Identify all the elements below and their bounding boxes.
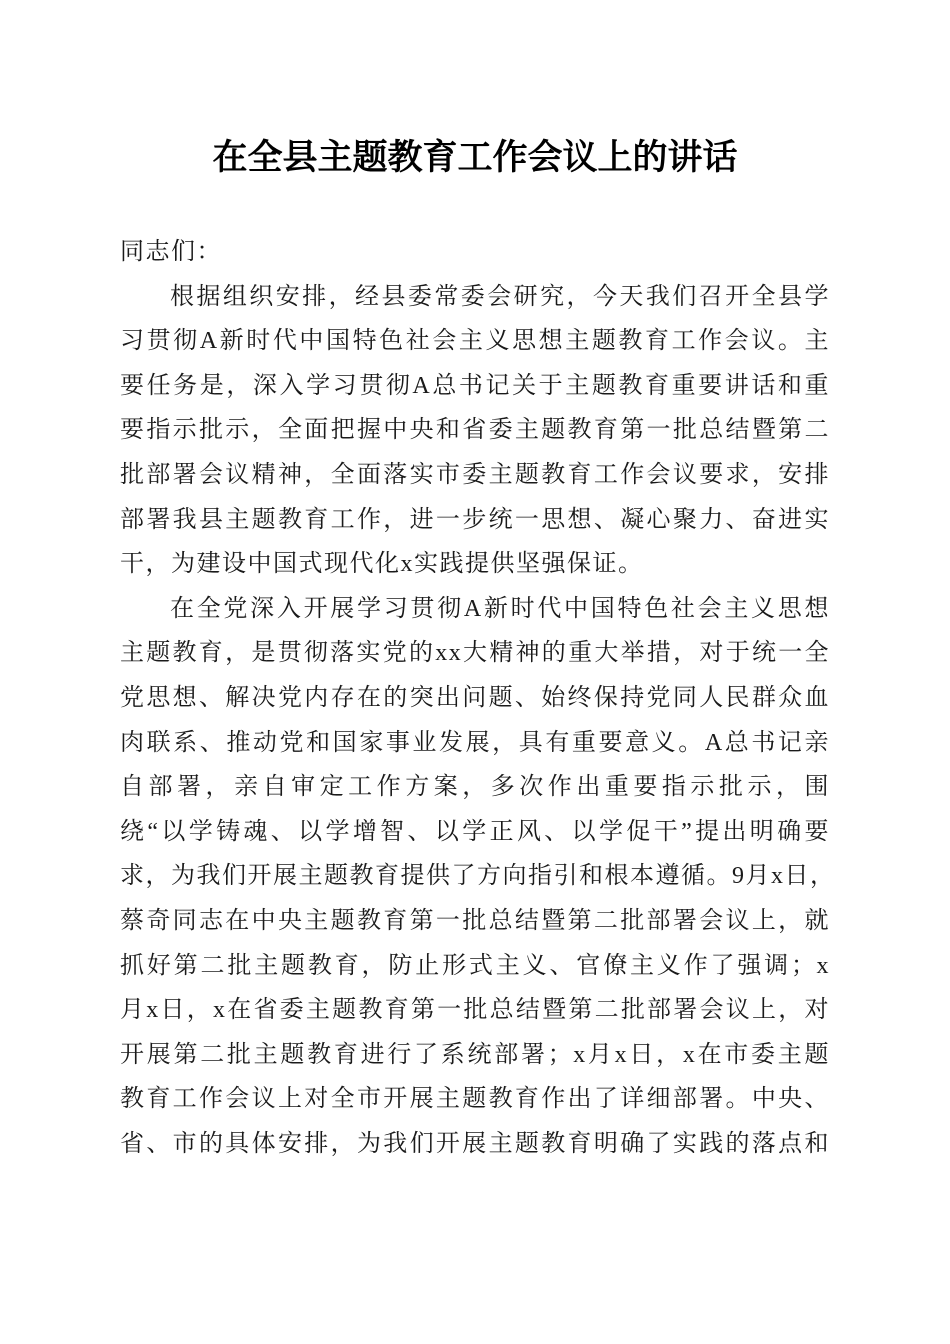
document-title: 在全县主题教育工作会议上的讲话	[212, 137, 738, 178]
paragraph-1-line: 要任务是，深入学习贯彻A总书记关于主题教育重要讲话和重	[120, 372, 830, 399]
paragraph-2-line: 月x日，x在省委主题教育第一批总结暨第二批部署会议上，对	[120, 997, 830, 1024]
paragraph-2-line: 求，为我们开展主题教育提供了方向指引和根本遵循。9月x日，	[120, 863, 836, 890]
paragraph-2-line: 党思想、解决党内存在的突出问题、始终保持党同人民群众血	[120, 684, 830, 711]
paragraph-2-line: 绕“以学铸魂、以学增智、以学正风、以学促干”提出明确要	[120, 818, 830, 845]
paragraph-2-line: 自部署，亲自审定工作方案，多次作出重要指示批示，围	[120, 774, 830, 801]
paragraph-1-line: 习贯彻A新时代中国特色社会主义思想主题教育工作会议。主	[120, 328, 830, 355]
paragraph-2-line: 开展第二批主题教育进行了系统部署；x月x日，x在市委主题	[120, 1041, 830, 1068]
paragraph-2-line: 主题教育，是贯彻落实党的xx大精神的重大举措，对于统一全	[120, 640, 830, 667]
paragraph-1-line: 要指示批示，全面把握中央和省委主题教育第一批总结暨第二	[120, 417, 830, 444]
paragraph-2-line: 教育工作会议上对全市开展主题教育作出了详细部署。中央、	[120, 1086, 830, 1113]
paragraph-1-line: 批部署会议精神，全面落实市委主题教育工作会议要求，安排	[120, 461, 830, 488]
paragraph-2-line: 肉联系、推动党和国家事业发展，具有重要意义。A总书记亲	[120, 729, 830, 756]
document-body	[120, 230, 836, 1166]
paragraph-2-line: 省、市的具体安排，为我们开展主题教育明确了实践的落点和	[120, 1130, 830, 1157]
paragraph-2-line: 蔡奇同志在中央主题教育第一批总结暨第二批部署会议上，就	[120, 907, 830, 934]
paragraph-1-line: 干，为建设中国式现代化x实践提供坚强保证。	[120, 551, 644, 578]
salutation: 同志们：	[120, 239, 222, 265]
paragraph-1-line: 根据组织安排，经县委常委会研究，今天我们召开全县学	[170, 283, 830, 310]
paragraph-2-line: 在全党深入开展学习贯彻A新时代中国特色社会主义思想	[170, 595, 830, 622]
paragraph-1-line: 部署我县主题教育工作，进一步统一思想、凝心聚力、奋进实	[120, 506, 830, 533]
paragraph-2-line: 抓好第二批主题教育，防止形式主义、官僚主义作了强调；x	[120, 952, 830, 979]
